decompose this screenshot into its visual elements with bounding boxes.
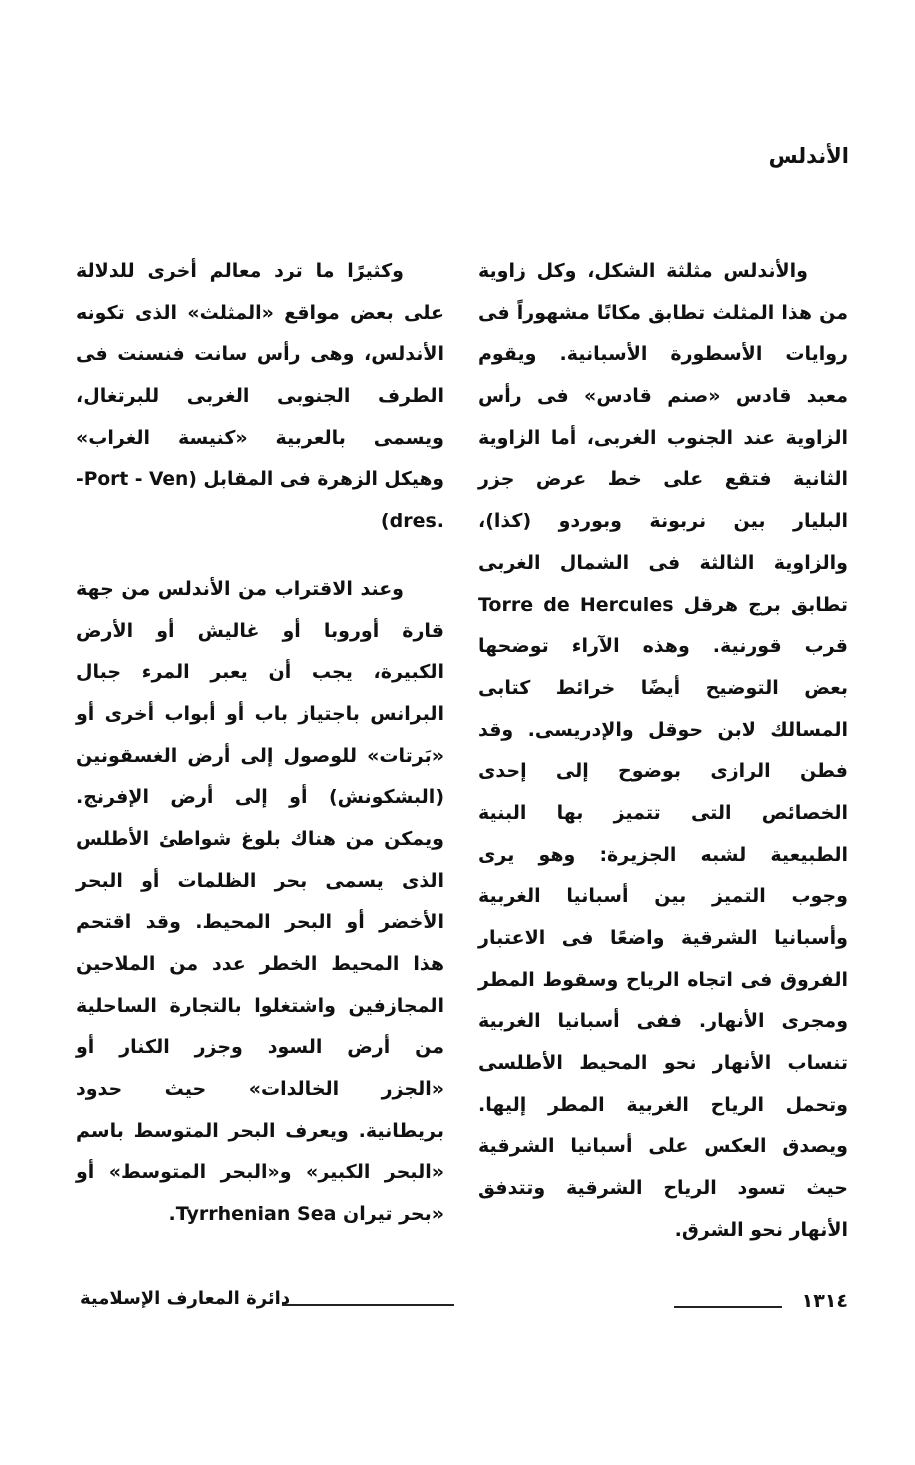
text-line: الأنهار نحو الشرق.	[674, 1218, 848, 1241]
text-line: روايات الأسطورة الأسبانية. ويقوم	[478, 343, 848, 366]
text-line: فطن الرازى بوضوح إلى إحدى	[478, 760, 848, 783]
page-number: ١٣١٤	[801, 1290, 848, 1312]
text-line: الثانية فتقع على خط عرض جزر	[478, 468, 848, 491]
paragraph	[76, 570, 444, 1237]
text-line: المسالك لابن حوقل والإدريسى. وقد	[478, 718, 848, 741]
text-line: «بَرتات» للوصول إلى أرض الغسقونين	[76, 744, 444, 767]
text-line: وكثيرًا ما ترد معالم أخرى للدلالة	[76, 260, 404, 282]
text-line: (البشكونش) أو إلى أرض الإفرنج.	[76, 786, 444, 809]
text-line: بعض التوضيح أيضًا خرائط كتابى	[478, 676, 848, 699]
text-line: والأندلس مثلثة الشكل، وكل زاوية	[478, 260, 808, 282]
text-line: «بحر تيران Tyrrhenian Sea.	[168, 1203, 444, 1226]
running-header: الأندلس	[768, 144, 849, 168]
text-line: حيث تسود الرياح الشرقية وتتدفق	[478, 1177, 848, 1200]
text-line: والزاوية الثالثة فى الشمال الغربى	[478, 551, 848, 574]
text-line: .dres)	[380, 510, 444, 533]
text-line: تطابق برج هرقل Torre de Hercules	[478, 593, 848, 616]
text-line: الأخضر أو البحر المحيط. وقد اقتحم	[76, 911, 444, 934]
publication-title: دائرة المعارف الإسلامية	[80, 1288, 291, 1309]
page-footer	[76, 1290, 848, 1320]
text-line: وعند الاقتراب من الأندلس من جهة	[76, 577, 404, 600]
footer-rule	[674, 1306, 782, 1308]
text-line: وجوب التميز بين أسبانيا الغربية	[478, 885, 848, 908]
text-line: الذى يسمى بحر الظلمات أو البحر	[76, 869, 444, 892]
text-line: هذا المحيط الخطر عدد من الملاحين	[76, 953, 444, 975]
text-line: الخصائص التى تتميز بها البنية	[478, 801, 848, 824]
text-line: الزاوية عند الجنوب الغربى، أما الزاوية	[478, 426, 848, 449]
text-line: الطبيعية لشبه الجزيرة: وهو يرى	[478, 843, 848, 866]
text-line: المجازفين واشتغلوا بالتجارة الساحلية	[76, 994, 444, 1017]
text-line: ويمكن من هناك بلوغ شواطئ الأطلس	[76, 827, 444, 850]
paragraph	[76, 252, 444, 544]
text-line: ويصدق العكس على أسبانيا الشرقية	[478, 1135, 848, 1158]
text-line: قارة أوروبا أو غاليش أو الأرض	[76, 619, 444, 642]
text-line: الطرف الجنوبى الغربى للبرتغال،	[76, 385, 444, 408]
text-line: على بعض مواقع «المثلث» الذى تكونه	[76, 301, 444, 324]
text-line: البرانس باجتياز باب أو أبواب أخرى أو	[76, 702, 444, 725]
text-line: من أرض السود وجزر الكنار أو	[76, 1036, 444, 1059]
text-line: قرب قورنية. وهذه الآراء توضحها	[478, 635, 848, 658]
text-line: البليار بين نربونة وبوردو (كذا)،	[478, 510, 848, 533]
right-column	[478, 252, 848, 1279]
text-line: تنساب الأنهار نحو المحيط الأطلسى	[478, 1052, 848, 1075]
footer-rule	[282, 1304, 454, 1306]
text-line: وتحمل الرياح الغربية المطر إليها.	[478, 1093, 848, 1116]
paragraph	[478, 252, 848, 1253]
text-line: «الجزر الخالدات» حيث حدود	[76, 1078, 444, 1101]
text-line: من هذا المثلث تطابق مكانًا مشهوراً فى	[478, 301, 848, 324]
text-line: وهيكل الزهرة فى المقابل (Port - Ven-	[75, 468, 444, 491]
text-line: الأندلس، وهى رأس سانت فنسنت فى	[76, 343, 444, 366]
text-line: وأسبانيا الشرقية واضعًا فى الاعتبار	[478, 927, 848, 949]
text-line: «البحر الكبير» و«البحر المتوسط» أو	[76, 1161, 444, 1184]
text-line: معبد قادس «صنم قادس» فى رأس	[478, 385, 848, 408]
text-line: الفروق فى اتجاه الرياح وسقوط المطر	[478, 968, 848, 991]
text-line: الكبيرة، يجب أن يعبر المرء جبال	[76, 661, 444, 684]
left-column	[76, 252, 444, 1263]
text-line: ويسمى بالعربية «كنيسة الغراب»	[76, 426, 444, 449]
text-line: بريطانية. ويعرف البحر المتوسط باسم	[76, 1119, 444, 1142]
text-line: ومجرى الأنهار. ففى أسبانيا الغربية	[478, 1010, 848, 1033]
